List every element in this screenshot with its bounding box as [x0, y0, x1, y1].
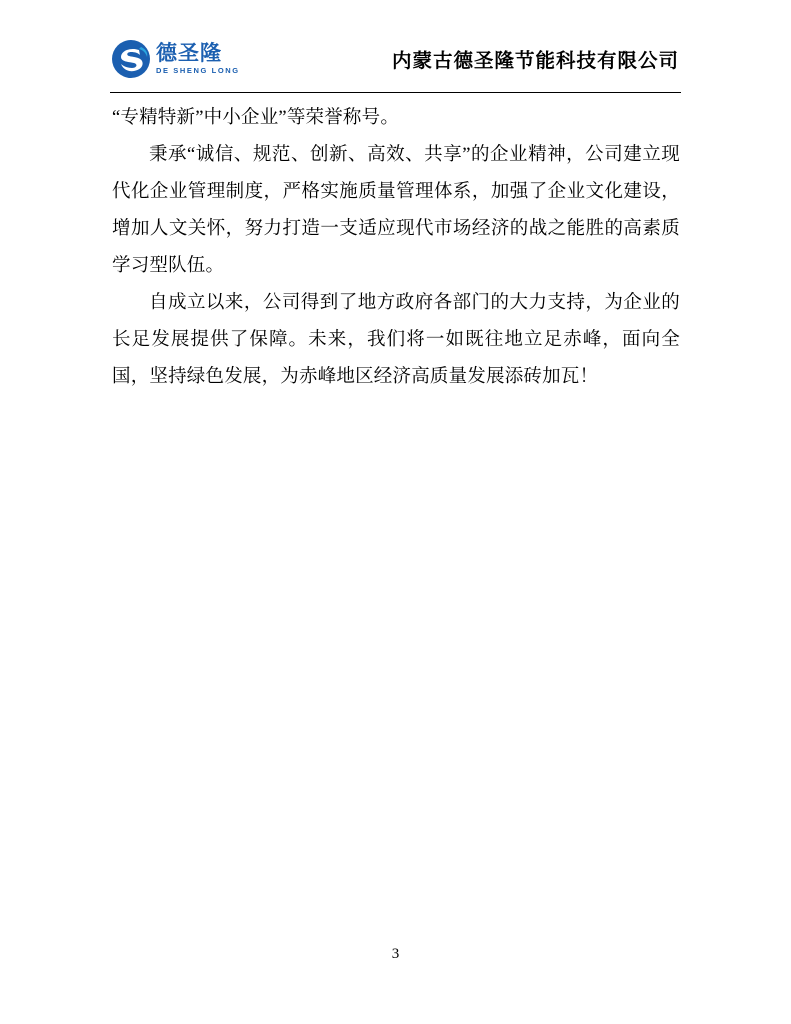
document-body: [112, 100, 680, 396]
logo-text: [156, 43, 240, 75]
page-number: 3: [391, 946, 400, 962]
paragraph-2: 秉承“诚信、规范、创新、高效、共享”的企业精神，公司建立现代化企业管理制度，严格实施质量管理体系，加强了企业文化建设，增加人文关怀，努力打造一支适应现代市场经济的战之能胜的高素质学习型队伍。: [112, 145, 680, 276]
page-header: [110, 28, 681, 90]
swirl-s-logo-icon: [110, 38, 152, 80]
paragraph-3: 自成立以来，公司得到了地方政府各部门的大力支持，为企业的长足发展提供了保障。未来，我们将一如既往地立足赤峰，面向全国，坚持绿色发展，为赤峰地区经济高质量发展添砖加瓦！: [112, 293, 680, 387]
logo-english-name: DE SHENG LONG: [156, 66, 240, 76]
header-row: [110, 28, 681, 90]
paragraph-1: “专精特新”中小企业”等荣誉称号。: [112, 108, 400, 128]
header-divider: [110, 92, 681, 93]
company-logo: [110, 38, 240, 80]
company-title: 内蒙古德圣隆节能科技有限公司: [391, 51, 679, 72]
logo-chinese-name: 德圣隆: [156, 41, 222, 66]
